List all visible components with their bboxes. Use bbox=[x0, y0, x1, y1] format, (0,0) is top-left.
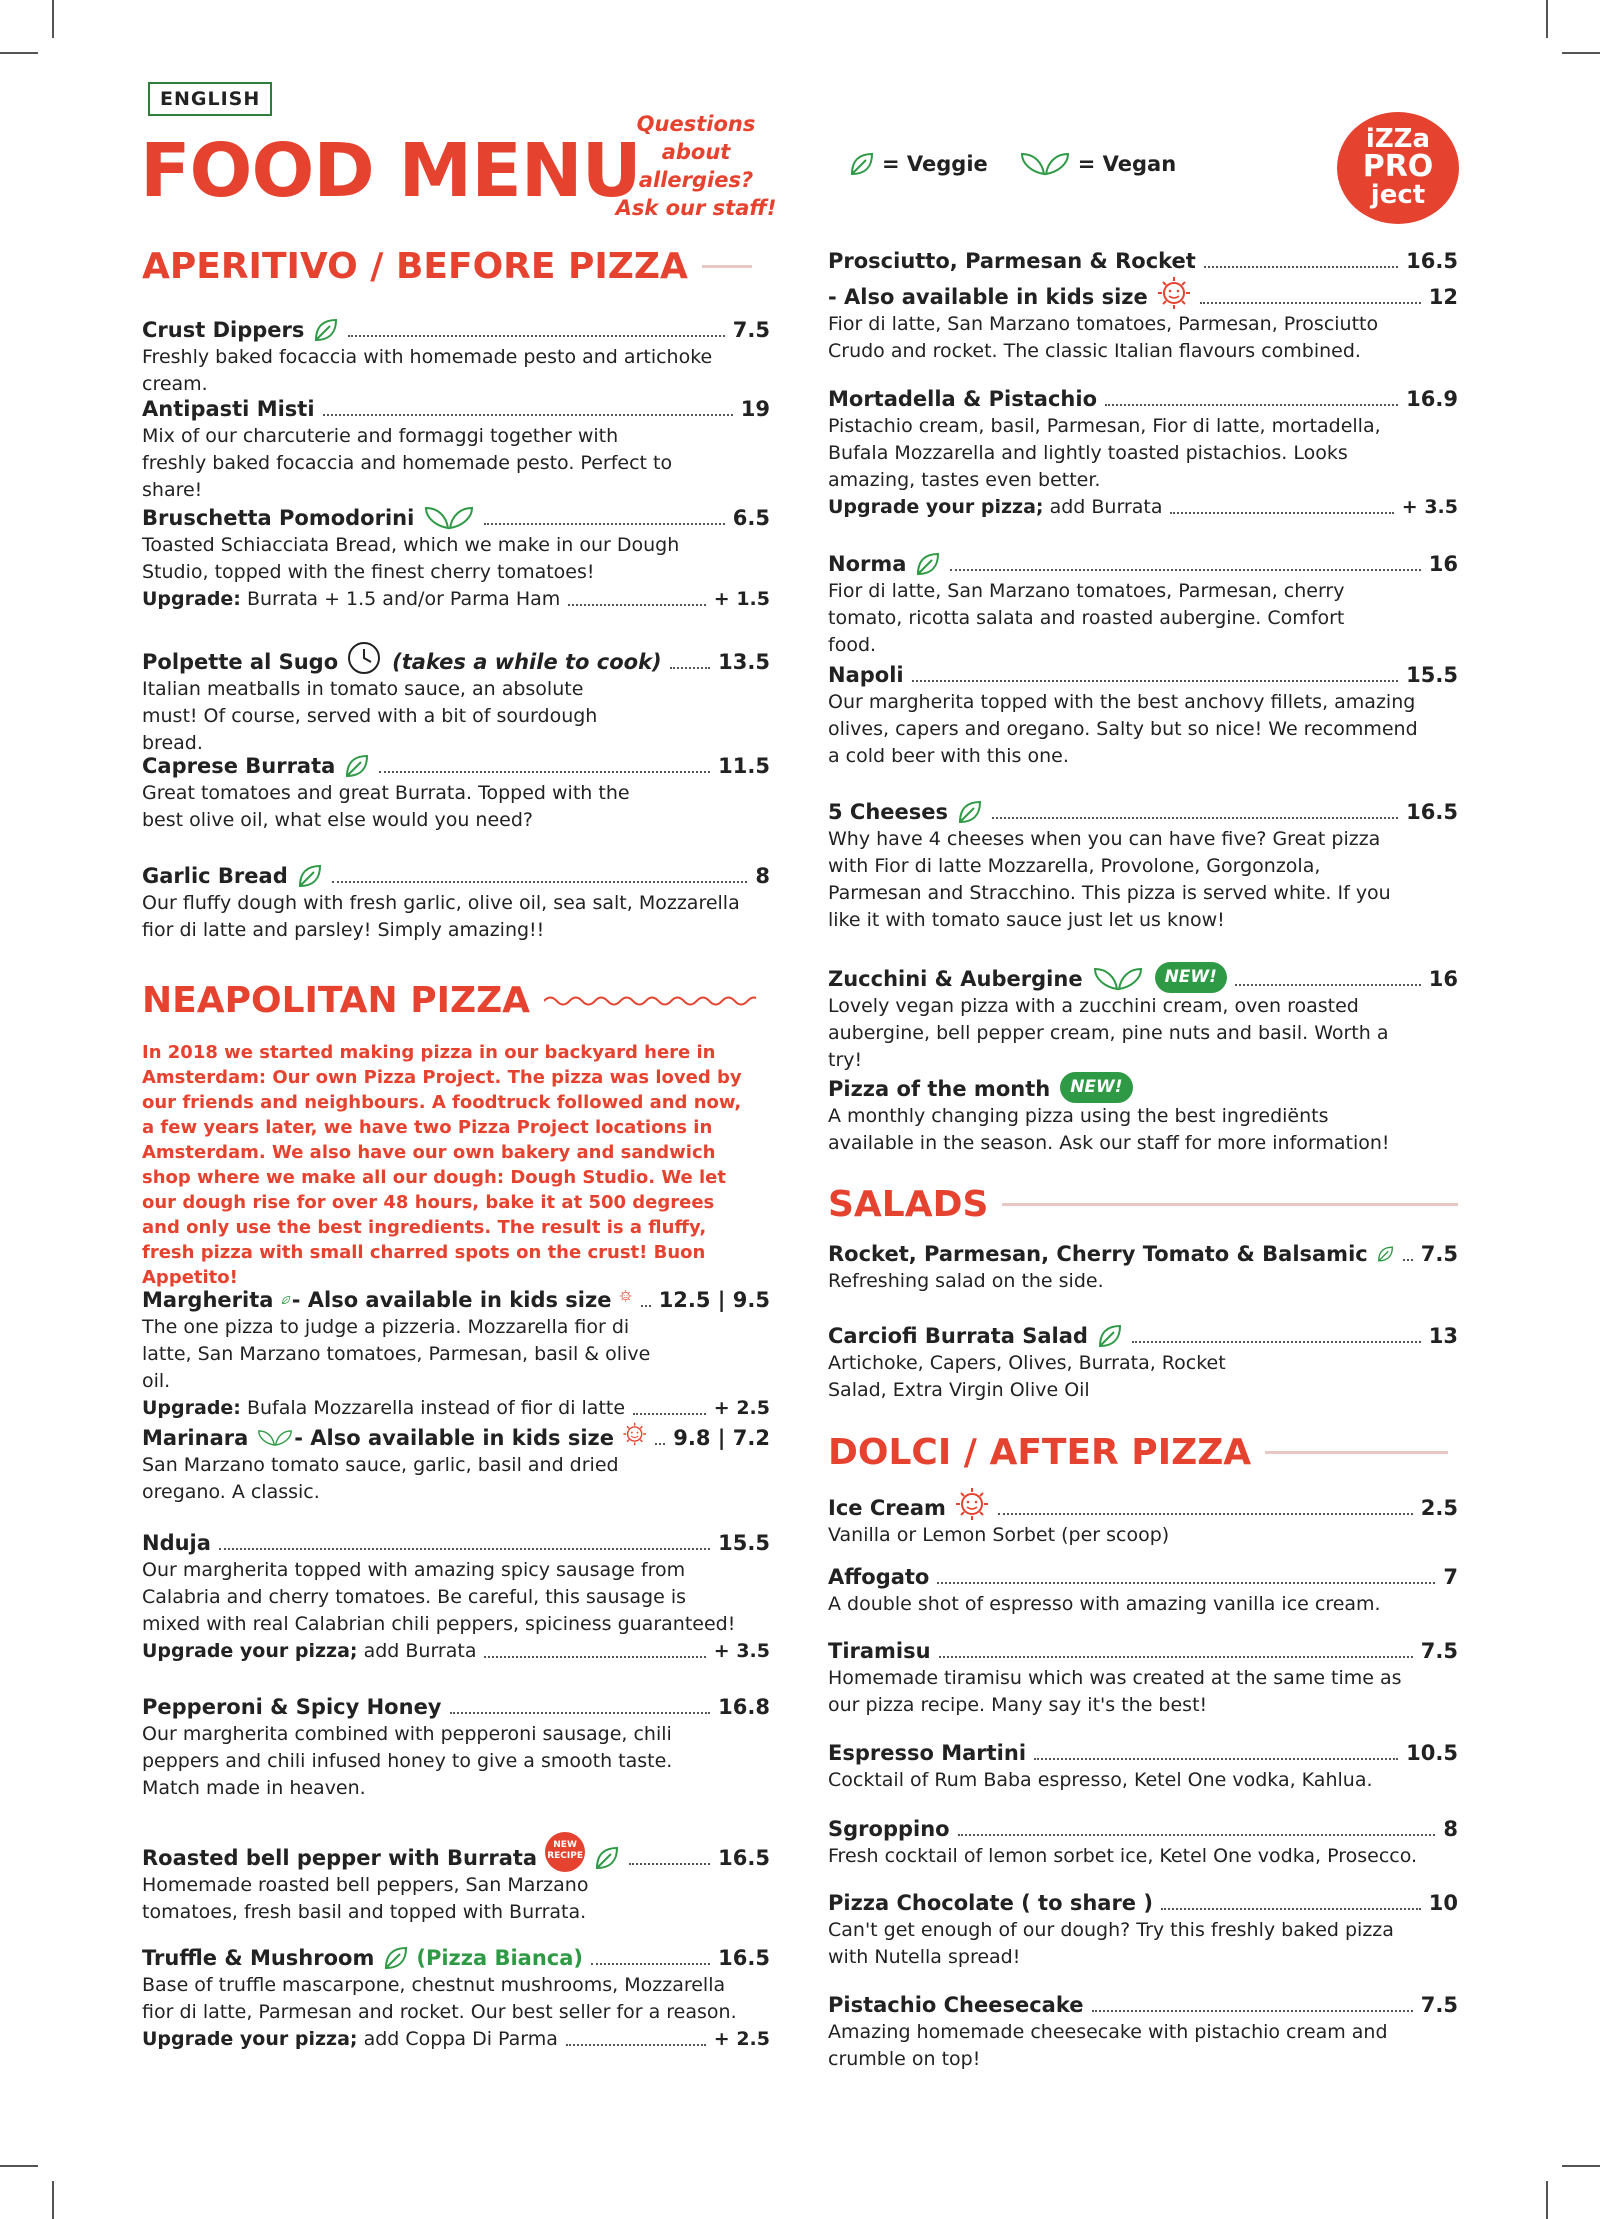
leaf-icon bbox=[593, 1844, 621, 1872]
item-description: Italian meatballs in tomato sauce, an absolute must! Of course, served with a bit of sourdough bread. bbox=[142, 678, 598, 754]
menu-item bbox=[142, 1694, 770, 1802]
dot-leader bbox=[568, 604, 706, 606]
leaf-icon bbox=[956, 798, 984, 826]
item-description: The one pizza to judge a pizzeria. Mozzarella fior di latte, San Marzano tomatoes, Parmesan, basil & olive oil. bbox=[142, 1316, 651, 1392]
item-description: Why have 4 cheeses when you can have five? Great pizza with Fior di latte Mozzarella, Provolone, Gorgonzola, Parmesan and Stracchino. This pizza is served white. If you like it with tomato sauce just let us know! bbox=[828, 828, 1391, 931]
leaf-icon bbox=[914, 550, 942, 578]
upgrade-label: Upgrade: bbox=[142, 588, 241, 610]
menu-item bbox=[828, 1992, 1458, 2073]
smiley-sun-icon bbox=[622, 1416, 647, 1452]
item-description: Homemade roasted bell peppers, San Marzano tomatoes, fresh basil and topped with Burrata. bbox=[142, 1874, 589, 1923]
item-description: Fior di latte, San Marzano tomatoes, Parmesan, cherry tomato, ricotta salata and roasted aubergine. Comfort food. bbox=[828, 580, 1345, 656]
leaf-icon bbox=[296, 862, 324, 890]
item-price: 15.5 bbox=[718, 1531, 770, 1555]
item-description: Lovely vegan pizza with a zucchini cream, oven roasted aubergine, bell pepper cream, pine nuts and basil. Worth a try! bbox=[828, 995, 1389, 1071]
upgrade-price: + 1.5 bbox=[713, 588, 770, 610]
item-description: Artichoke, Capers, Olives, Burrata, Rocket Salad, Extra Virgin Olive Oil bbox=[828, 1352, 1226, 1401]
menu-item bbox=[142, 1944, 770, 2053]
crop-mark bbox=[52, 2181, 54, 2219]
menu-item bbox=[828, 1240, 1458, 1295]
menu-item bbox=[142, 1416, 770, 1506]
menu-item bbox=[142, 752, 770, 834]
item-note: (takes a while to cook) bbox=[392, 650, 662, 674]
item-description: Pistachio cream, basil, Parmesan, Fior di latte, mortadella, Bufala Mozzarella and lightly toasted pistachios. Looks amazing, tastes even better. bbox=[828, 415, 1381, 491]
item-description: Fresh cocktail of lemon sorbet ice, Ketel One vodka, Prosecco. bbox=[828, 1845, 1418, 1867]
dot-leader bbox=[670, 667, 711, 669]
item-description: Our margherita topped with the best anchovy fillets, amazing olives, capers and oregano. Salty but so nice! We recommend a cold beer with this one. bbox=[828, 691, 1418, 767]
item-price: 8 bbox=[1443, 1817, 1458, 1841]
menu-item bbox=[142, 862, 770, 944]
pizza-project-logo bbox=[1337, 112, 1459, 224]
upgrade-price: + 3.5 bbox=[713, 1640, 770, 1662]
menu-item bbox=[828, 1740, 1458, 1794]
item-price: 2.5 bbox=[1420, 1496, 1458, 1520]
menu-item bbox=[828, 386, 1458, 521]
crop-mark bbox=[1562, 2165, 1600, 2167]
leaf-icon bbox=[281, 1286, 291, 1314]
item-description: Toasted Schiacciata Bread, which we make in our Dough Studio, topped with the finest cherry tomatoes! bbox=[142, 534, 680, 583]
menu-item bbox=[828, 248, 1458, 365]
section-title: DOLCI / AFTER PIZZA bbox=[828, 1432, 1252, 1473]
upgrade-label: Upgrade your pizza; bbox=[142, 2028, 358, 2050]
double-leaf-icon bbox=[422, 504, 476, 532]
item-name: Affogato bbox=[828, 1565, 930, 1589]
item-price: 13 bbox=[1428, 1324, 1458, 1348]
item-price: 10.5 bbox=[1406, 1741, 1458, 1765]
menu-item bbox=[828, 550, 1458, 659]
dot-leader bbox=[484, 523, 724, 525]
dot-leader bbox=[566, 2044, 706, 2046]
item-price: 13.5 bbox=[718, 650, 770, 674]
item-price: 19 bbox=[740, 397, 770, 421]
dot-leader bbox=[1034, 1758, 1398, 1760]
item-name: Mortadella & Pistachio bbox=[828, 387, 1097, 411]
menu-item bbox=[828, 1072, 1458, 1157]
dot-leader bbox=[1170, 512, 1393, 514]
menu-item bbox=[828, 798, 1458, 934]
allergy-line: Questions bbox=[636, 112, 756, 136]
menu-item bbox=[828, 1816, 1458, 1870]
new-recipe-badge: NEW RECIPE bbox=[545, 1832, 585, 1872]
item-description: A double shot of espresso with amazing vanilla ice cream. bbox=[828, 1593, 1381, 1615]
item-name: Roasted bell pepper with Burrata bbox=[142, 1846, 538, 1870]
dot-leader bbox=[912, 680, 1399, 682]
item-name: Ice Cream bbox=[828, 1496, 946, 1520]
item-name: Rocket, Parmesan, Cherry Tomato & Balsamic bbox=[828, 1242, 1368, 1266]
double-leaf-icon bbox=[256, 1424, 294, 1452]
leaf-icon bbox=[848, 150, 876, 178]
item-name: Zucchini & Aubergine bbox=[828, 967, 1083, 991]
item-description: Great tomatoes and great Burrata. Topped with the best olive oil, what else would you need? bbox=[142, 782, 630, 831]
item-description: San Marzano tomato sauce, garlic, basil and dried oregano. A classic. bbox=[142, 1454, 619, 1503]
crop-mark bbox=[52, 0, 54, 38]
dot-leader bbox=[1403, 1259, 1413, 1261]
item-price: 11.5 bbox=[718, 754, 770, 778]
menu-item bbox=[828, 662, 1458, 770]
item-price: 16.5 bbox=[1406, 249, 1458, 273]
intro-text: In 2018 we started making pizza in our backyard here in Amsterdam: Our own Pizza Project. The pizza was loved by our friends and neighbours. A foodtruck followed and now, a few years later, we have two Pizza Project locations in Amsterdam. We also have our own bakery and sandwich shop where we make all our dough: Dough Studio. We let our dough rise for over 48 hours, bake it at 500 degrees and only use the best ingredients. The result is a fluffy, fresh pizza with small charred spots on the crust! Buon Appetito! bbox=[142, 1042, 742, 1288]
item-price: 12.5 | 9.5 bbox=[658, 1288, 770, 1312]
menu-item bbox=[142, 1278, 770, 1422]
item-price: 7.5 bbox=[1420, 1993, 1458, 2017]
dot-leader bbox=[591, 1963, 710, 1965]
leaf-icon bbox=[1096, 1322, 1124, 1350]
dot-leader bbox=[1092, 2010, 1413, 2012]
menu-item bbox=[828, 1564, 1458, 1618]
new-badge: NEW! bbox=[1060, 1072, 1132, 1103]
upgrade-price: + 3.5 bbox=[1401, 496, 1458, 518]
item-description: Amazing homemade cheesecake with pistachio cream and crumble on top! bbox=[828, 2021, 1388, 2070]
item-description: Refreshing salad on the side. bbox=[828, 1270, 1104, 1292]
item-price: 16.5 bbox=[718, 1846, 770, 1870]
menu-item bbox=[828, 1638, 1458, 1719]
item-description: Fior di latte, San Marzano tomatoes, Parmesan, Prosciutto Crudo and rocket. The classic Italian flavours combined. bbox=[828, 313, 1379, 362]
wavy-rule bbox=[544, 994, 756, 1008]
item-description: Homemade tiramisu which was created at the same time as our pizza recipe. Many say it's the best! bbox=[828, 1667, 1402, 1716]
dot-leader bbox=[633, 1413, 706, 1415]
menu-item bbox=[828, 1486, 1458, 1549]
section-rule bbox=[1265, 1451, 1448, 1454]
upgrade-text: Bufala Mozzarella instead of fior di latte bbox=[246, 1397, 626, 1419]
item-name: Tiramisu bbox=[828, 1639, 931, 1663]
menu-item bbox=[142, 1832, 770, 1926]
item-name: Garlic Bread bbox=[142, 864, 288, 888]
section-neapolitan bbox=[142, 980, 756, 1021]
item-name: Pistachio Cheesecake bbox=[828, 1993, 1084, 2017]
section-title: NEAPOLITAN PIZZA bbox=[142, 980, 531, 1021]
upgrade-price: + 2.5 bbox=[713, 1397, 770, 1419]
item-name: Napoli bbox=[828, 663, 904, 687]
item-description: Can't get enough of our dough? Try this freshly baked pizza with Nutella spread! bbox=[828, 1919, 1394, 1968]
page-title: FOOD MENU bbox=[140, 128, 641, 214]
item-name: Bruschetta Pomodorini bbox=[142, 506, 415, 530]
dot-leader bbox=[655, 1443, 665, 1445]
leaf-icon bbox=[343, 752, 371, 780]
dot-leader bbox=[950, 569, 1420, 571]
item-name: Norma bbox=[828, 552, 907, 576]
dot-leader bbox=[1132, 1341, 1421, 1343]
logo-text: iZZa bbox=[1365, 124, 1431, 154]
item-price: 16 bbox=[1428, 552, 1458, 576]
item-description: Freshly baked focaccia with homemade pesto and artichoke cream. bbox=[142, 346, 713, 395]
dot-leader bbox=[1200, 302, 1421, 304]
item-price: 9.8 | 7.2 bbox=[673, 1426, 770, 1450]
item-price: 16.9 bbox=[1406, 387, 1458, 411]
item-price: 16.5 bbox=[1406, 800, 1458, 824]
item-name: Caprese Burrata bbox=[142, 754, 336, 778]
dot-leader bbox=[958, 1834, 1436, 1836]
logo-text: ject bbox=[1370, 180, 1426, 210]
language-label: ENGLISH bbox=[148, 82, 272, 116]
section-rule bbox=[1002, 1203, 1458, 1206]
kids-size-note: - Also available in kids size bbox=[294, 1426, 614, 1450]
allergy-line: Ask our staff! bbox=[615, 196, 777, 220]
item-name: Espresso Martini bbox=[828, 1741, 1027, 1765]
item-description: Cocktail of Rum Baba espresso, Ketel One vodka, Kahlua. bbox=[828, 1769, 1373, 1791]
dot-leader bbox=[998, 1513, 1413, 1515]
crop-mark bbox=[1562, 52, 1600, 54]
section-rule bbox=[702, 265, 752, 268]
dot-leader bbox=[348, 335, 724, 337]
upgrade-text: add Coppa Di Parma bbox=[363, 2028, 558, 2050]
item-price: 16 bbox=[1428, 967, 1458, 991]
item-name: Nduja bbox=[142, 1531, 211, 1555]
crop-mark bbox=[1546, 2181, 1548, 2219]
veggie-legend-label: = Veggie bbox=[882, 152, 988, 176]
double-leaf-icon bbox=[1091, 965, 1145, 993]
menu-item bbox=[142, 1530, 770, 1665]
item-name: Truffle & Mushroom bbox=[142, 1946, 375, 1970]
pizza-bianca-note: (Pizza Bianca) bbox=[416, 1946, 584, 1970]
item-description: Our fluffy dough with fresh garlic, olive oil, sea salt, Mozzarella fior di latte and parsley! Simply amazing!! bbox=[142, 892, 740, 941]
leaf-icon bbox=[382, 1944, 410, 1972]
item-name: Marinara bbox=[142, 1426, 249, 1450]
dot-leader bbox=[1235, 984, 1421, 986]
menu-item bbox=[142, 504, 770, 613]
item-name: Pizza of the month bbox=[828, 1077, 1051, 1101]
item-name: 5 Cheeses bbox=[828, 800, 949, 824]
item-name: Pizza Chocolate ( to share ) bbox=[828, 1891, 1153, 1915]
upgrade-label: Upgrade your pizza; bbox=[828, 496, 1044, 518]
dot-leader bbox=[1161, 1908, 1421, 1910]
dot-leader bbox=[219, 1548, 710, 1550]
item-price: 7.5 bbox=[1420, 1639, 1458, 1663]
item-name: Polpette al Sugo bbox=[142, 650, 339, 674]
section-salads bbox=[828, 1184, 1458, 1225]
item-price: 15.5 bbox=[1406, 663, 1458, 687]
dot-leader bbox=[379, 771, 710, 773]
logo-text: PRO bbox=[1362, 149, 1434, 184]
item-description: Base of truffle mascarpone, chestnut mushrooms, Mozzarella fior di latte, Parmesan and rocket. Our best seller for a reason. bbox=[142, 1974, 737, 2023]
allergy-note bbox=[606, 110, 786, 222]
menu-item bbox=[142, 396, 770, 504]
item-name: Antipasti Misti bbox=[142, 397, 315, 421]
dot-leader bbox=[1105, 404, 1398, 406]
item-description: Our margherita combined with pepperoni sausage, chili peppers and chili infused honey to give a smooth taste. Match made in heaven. bbox=[142, 1723, 673, 1799]
upgrade-label: Upgrade your pizza; bbox=[142, 1640, 358, 1662]
dot-leader bbox=[323, 414, 733, 416]
section-aperitivo bbox=[142, 246, 752, 287]
upgrade-text: Burrata + 1.5 and/or Parma Ham bbox=[246, 588, 561, 610]
dot-leader bbox=[937, 1582, 1435, 1584]
item-price: 6.5 bbox=[732, 506, 770, 530]
clock-icon bbox=[346, 640, 382, 676]
item-name: Margherita bbox=[142, 1288, 274, 1312]
dot-leader bbox=[484, 1656, 705, 1658]
double-leaf-icon bbox=[1018, 150, 1072, 178]
kids-size-note: - Also available in kids size bbox=[291, 1288, 612, 1312]
dot-leader bbox=[641, 1305, 651, 1307]
item-price: 12 bbox=[1428, 285, 1458, 309]
section-dolci bbox=[828, 1432, 1448, 1473]
menu-item bbox=[142, 640, 770, 757]
menu-item bbox=[828, 962, 1458, 1074]
dot-leader bbox=[332, 881, 748, 883]
leaf-icon bbox=[312, 316, 340, 344]
dot-leader bbox=[1204, 266, 1398, 268]
diet-legend bbox=[840, 150, 1198, 178]
crop-mark bbox=[0, 2165, 38, 2167]
crop-mark bbox=[0, 52, 38, 54]
upgrade-price: + 2.5 bbox=[713, 2028, 770, 2050]
dot-leader bbox=[450, 1712, 711, 1714]
vegan-legend-label: = Vegan bbox=[1077, 152, 1177, 176]
smiley-sun-icon bbox=[619, 1278, 632, 1314]
smiley-sun-icon bbox=[1156, 275, 1192, 311]
allergy-line: about allergies? bbox=[638, 140, 754, 192]
section-title: SALADS bbox=[828, 1184, 989, 1225]
item-name: Prosciutto, Parmesan & Rocket bbox=[828, 249, 1196, 273]
menu-item bbox=[828, 1890, 1458, 1971]
menu-item bbox=[828, 1322, 1458, 1404]
crop-mark bbox=[1546, 0, 1548, 38]
item-price: 16.5 bbox=[718, 1946, 770, 1970]
upgrade-text: add Burrata bbox=[1049, 496, 1163, 518]
item-name: Pepperoni & Spicy Honey bbox=[142, 1695, 442, 1719]
smiley-sun-icon bbox=[954, 1486, 990, 1522]
item-price: 7.5 bbox=[732, 318, 770, 342]
item-description: Vanilla or Lemon Sorbet (per scoop) bbox=[828, 1524, 1170, 1546]
leaf-icon bbox=[1376, 1240, 1395, 1268]
upgrade-text: add Burrata bbox=[363, 1640, 477, 1662]
item-price: 7.5 bbox=[1420, 1242, 1458, 1266]
item-description: A monthly changing pizza using the best ingrediënts available in the season. Ask our staff for more information! bbox=[828, 1105, 1390, 1154]
dot-leader bbox=[629, 1863, 710, 1865]
menu-item bbox=[142, 316, 770, 398]
upgrade-label: Upgrade: bbox=[142, 1397, 241, 1419]
item-description: Our margherita topped with amazing spicy sausage from Calabria and cherry tomatoes. Be careful, this sausage is mixed with real Calabrian chili peppers, spiciness guaranteed! bbox=[142, 1559, 736, 1635]
item-name: Carciofi Burrata Salad bbox=[828, 1324, 1088, 1348]
section-title: APERITIVO / BEFORE PIZZA bbox=[142, 246, 688, 287]
item-price: 8 bbox=[755, 864, 770, 888]
item-price: 7 bbox=[1443, 1565, 1458, 1589]
item-name: Sgroppino bbox=[828, 1817, 950, 1841]
item-price: 10 bbox=[1428, 1891, 1458, 1915]
dot-leader bbox=[992, 817, 1398, 819]
item-name: Crust Dippers bbox=[142, 318, 305, 342]
dot-leader bbox=[939, 1656, 1413, 1658]
new-badge: NEW! bbox=[1155, 962, 1227, 993]
kids-size-note: - Also available in kids size bbox=[828, 285, 1148, 309]
item-price: 16.8 bbox=[718, 1695, 770, 1719]
item-description: Mix of our charcuterie and formaggi together with freshly baked focaccia and homemade pesto. Perfect to share! bbox=[142, 425, 673, 501]
